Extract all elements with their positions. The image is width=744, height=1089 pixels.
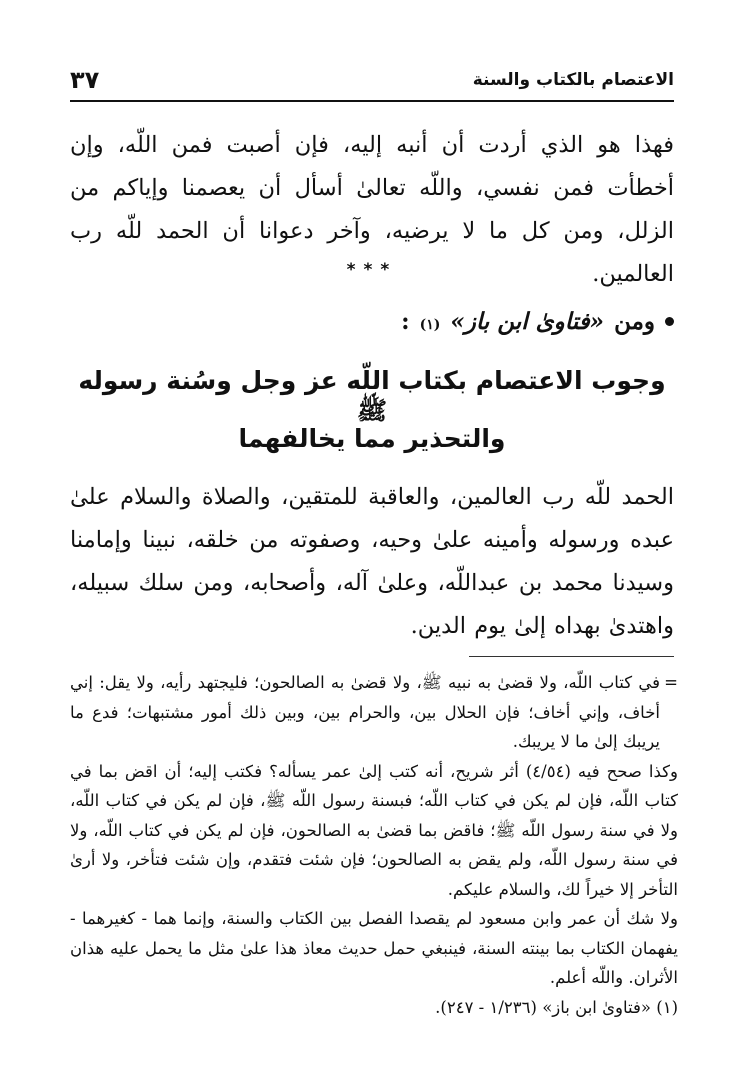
- section-separator: ***: [346, 260, 398, 280]
- footnote-continuation: [70, 668, 678, 757]
- footnote-paragraph-3: ولا شك أن عمر وابن مسعود لم يقصدا الفصل بين الكتاب والسنة، وإنما هما - كغيرهما - يفهمان الكتاب بما بينته السنة، فينبغي حمل حديث معاذ هذا علىٰ مثل ما يحمل عليه هذان الأثران. واللّه أعلم.: [70, 909, 678, 987]
- footnote-divider: [469, 656, 674, 657]
- footnote-continuation-text: في كتاب اللّه، ولا قضىٰ به نبيه ﷺ، ولا قضىٰ به الصالحون؛ فليجتهد رأيه، ولا يقل: إني أخاف، وإني أخاف؛ فإن الحلال بين، والحرام بين، وبين ذلك أمور مشتبهات؛ فدع ما يريبك إلىٰ ما لا يريبك.: [70, 673, 660, 751]
- source-attribution: [401, 308, 674, 335]
- running-title: الاعتصام بالكتاب والسنة: [472, 70, 674, 90]
- source-suffix: :: [401, 308, 410, 335]
- source-prefix: ومن: [614, 308, 655, 335]
- source-title: «فتاوىٰ ابن باز»: [450, 308, 605, 335]
- footnote-1: (١) «فتاوىٰ ابن باز» (١/٢٣٦ - ٢٤٧).: [435, 997, 678, 1017]
- footnote-paragraph-2: وكذا صحح فيه (٤/٥٤) أثر شريح، أنه كتب إلىٰ عمر يسأله؟ فكتب إليه؛ أن اقض بما في كتاب اللّه، فإن لم يكن في كتاب اللّه؛ فبسنة رسول اللّه ﷺ، فإن لم يكن في كتاب اللّه، ولا في سنة رسول اللّه ﷺ؛ فاقض بما قضىٰ به الصالحون، فإن لم يكن في كتاب اللّه، ولا في سنة رسول اللّه، ولم يقض به الصالحون؛ فإن شئت فتقدم، وإن شئت فتأخر، ولا أرىٰ التأخر إلا خيراً لك، والسلام عليكم.: [70, 761, 678, 899]
- section-heading-line-2: والتحذير مما يخالفهما: [238, 424, 506, 453]
- footnotes: [70, 668, 678, 1022]
- opening-paragraph: الحمد للّه رب العالمين، والعاقبة للمتقين، والصلاة والسلام علىٰ عبده ورسوله وأمينه علىٰ وحيه، وصفوته من خلقه، نبينا وإمامنا وسيدنا محمد بن عبداللّه، وعلىٰ آله، وأصحابه، ومن سلك سبيله، واهتدىٰ بهداه إلىٰ يوم الدين.: [70, 484, 674, 639]
- bullet-icon: [665, 317, 674, 326]
- closing-paragraph: فهذا هو الذي أردت أن أنبه إليه، فإن أصبت فمن اللّه، وإن أخطأت فمن نفسي، واللّه تعالىٰ أسأل أن يعصمنا وإياكم من الزلل، ومن كل ما لا يرضيه، وآخر دعوانا أن الحمد للّه رب العالمين.: [70, 132, 674, 287]
- continuation-mark: =: [664, 673, 678, 692]
- footnote-reference: (١): [419, 317, 441, 333]
- page-header: [70, 60, 674, 102]
- page-number: ٣٧: [70, 66, 100, 94]
- section-heading-line-1: وجوب الاعتصام بكتاب اللّه عز وجل وسُنة رسوله ﷺ: [78, 366, 666, 425]
